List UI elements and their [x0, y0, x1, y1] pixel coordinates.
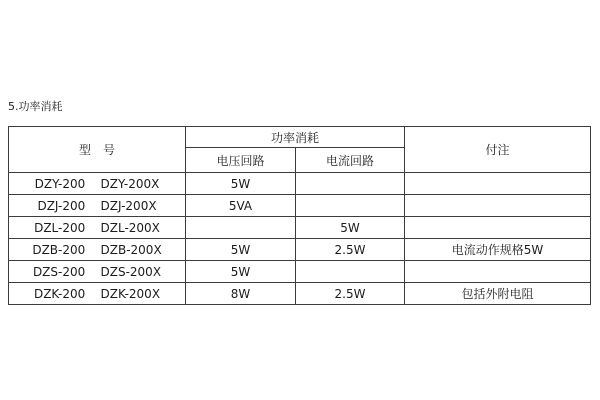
cell-current: [296, 261, 405, 283]
cell-model: DZY-200 DZY-200X: [9, 173, 186, 195]
cell-current: 2.5W: [296, 239, 405, 261]
cell-model: DZJ-200 DZJ-200X: [9, 195, 186, 217]
col-header-model: 型 号: [9, 127, 186, 173]
cell-voltage: 8W: [186, 283, 296, 305]
cell-voltage: 5W: [186, 261, 296, 283]
cell-voltage: 5VA: [186, 195, 296, 217]
cell-model: DZB-200 DZB-200X: [9, 239, 186, 261]
table-header: [9, 127, 591, 173]
col-header-voltage-circuit: 电压回路: [186, 148, 296, 173]
col-header-note: 付注: [405, 127, 591, 173]
table-row: [9, 217, 591, 239]
table-row: [9, 195, 591, 217]
cell-voltage: 5W: [186, 173, 296, 195]
cell-voltage: [186, 217, 296, 239]
col-header-current-circuit: 电流回路: [296, 148, 405, 173]
power-consumption-table: [8, 126, 591, 305]
col-header-power-group: 功率消耗: [186, 127, 405, 148]
cell-note: [405, 217, 591, 239]
cell-model: DZS-200 DZS-200X: [9, 261, 186, 283]
cell-current: 2.5W: [296, 283, 405, 305]
cell-current: 5W: [296, 217, 405, 239]
table-row: [9, 261, 591, 283]
table-row: [9, 173, 591, 195]
cell-voltage: 5W: [186, 239, 296, 261]
header-row-1: [9, 127, 591, 148]
cell-note: 电流动作规格5W: [405, 239, 591, 261]
cell-note: [405, 195, 591, 217]
cell-note: [405, 261, 591, 283]
cell-note: [405, 173, 591, 195]
table-row: [9, 239, 591, 261]
cell-current: [296, 195, 405, 217]
section-title: 5.功率消耗: [8, 100, 63, 113]
cell-current: [296, 173, 405, 195]
cell-model: DZK-200 DZK-200X: [9, 283, 186, 305]
table-row: [9, 283, 591, 305]
cell-model: DZL-200 DZL-200X: [9, 217, 186, 239]
cell-note: 包括外附电阻: [405, 283, 591, 305]
table-body: [9, 173, 591, 305]
